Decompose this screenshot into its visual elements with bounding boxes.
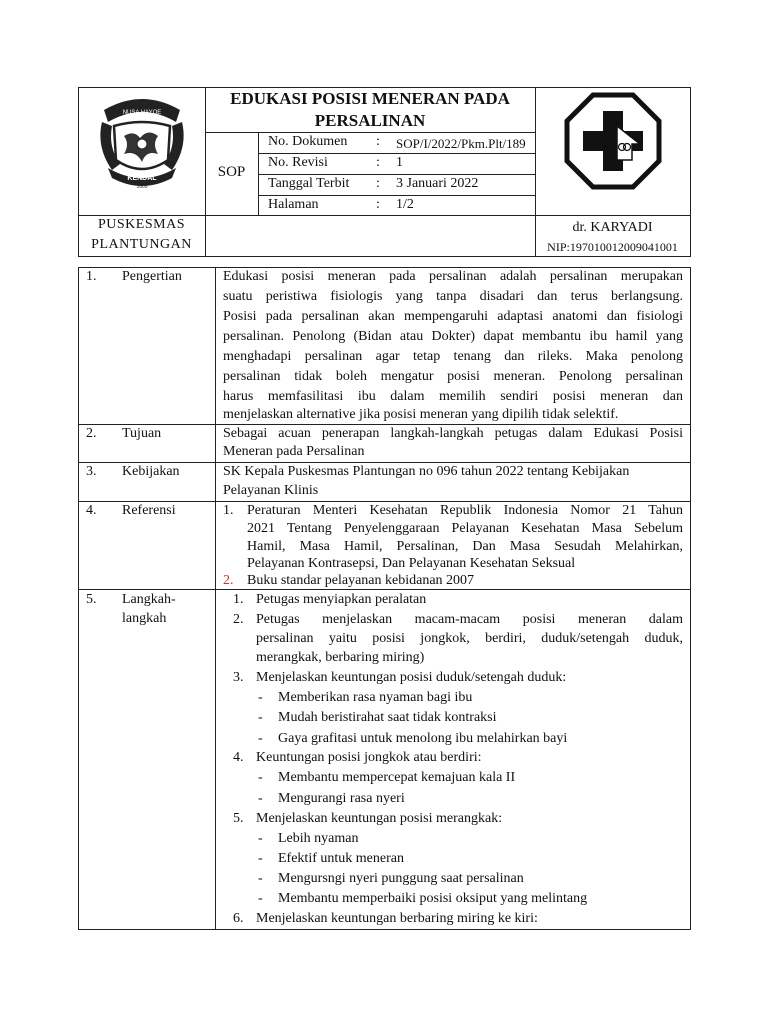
step-text: Petugas menjelaskan macam-macam posisi meneran dalam (256, 612, 683, 627)
referensi-item-number: 2. (223, 573, 234, 588)
bullet-dash: - (258, 710, 263, 725)
logo-top-text: NUSA HAYOE (122, 110, 162, 116)
bullet-text: Mudah beristirahat saat tidak kontraksi (278, 710, 497, 725)
kendal-logo (90, 92, 194, 192)
pengertian-line: Posisi pada persalinan akan mempengaruhi adaptasi anatomi dan fisiologi (223, 309, 683, 324)
bullet-text: Lebih nyaman (278, 831, 359, 846)
signer-name: dr. KARYADI (572, 220, 653, 235)
section-number: 1. (86, 269, 97, 284)
bullet-text: Gaya grafitasi untuk menolong ibu melahirkan bayi (278, 731, 568, 746)
step-number: 4. (233, 750, 244, 765)
section-label-pengertian: Pengertian (122, 269, 182, 284)
referensi-item-number: 1. (223, 503, 234, 518)
pengertian-line: persalinan. Penolong (Bidan atau Dokter) dapat membantu ibu hamil yang (223, 329, 683, 344)
section-label-langkah: Langkah- (122, 592, 176, 607)
bullet-text: Efektif untuk meneran (278, 851, 404, 866)
document-title-line2: PERSALINAN (314, 111, 426, 130)
meta-value-no-revisi: 1 (396, 155, 403, 170)
tujuan-line: Meneran pada Persalinan (223, 444, 365, 459)
referensi-line: 2021 Tentang Penyelenggaraan Pelayanan Kesehatan Masa Sebelum (247, 521, 683, 536)
bullet-text: Mengurangi rasa nyeri (278, 791, 405, 806)
org-name-line2: PLANTUNGAN (91, 237, 192, 252)
section-number: 3. (86, 464, 97, 479)
meta-sep: : (376, 155, 380, 170)
meta-label-no-revisi: No. Revisi (268, 155, 328, 170)
step-text: persalinan yaitu posisi jongkok, berdiri, duduk/setengah duduk, (256, 631, 683, 646)
logo-year-text: 1605 (136, 184, 148, 190)
bullet-dash: - (258, 851, 263, 866)
bullet-dash: - (258, 770, 263, 785)
bullet-dash: - (258, 831, 263, 846)
meta-value-halaman: 1/2 (396, 197, 414, 212)
sop-label: SOP (217, 164, 246, 180)
meta-sep: : (376, 134, 380, 149)
section-number: 2. (86, 426, 97, 441)
section-label-kebijakan: Kebijakan (122, 464, 180, 479)
step-text: Menjelaskan keuntungan berbaring miring ke kiri: (256, 911, 538, 926)
step-number: 2. (233, 612, 244, 627)
section-number: 4. (86, 503, 97, 518)
bullet-dash: - (258, 891, 263, 906)
pengertian-line: menjelaskan alternative jika posisi meneran yang dipilih tidak selektif. (223, 407, 619, 422)
step-text: merangkak, berbaring miring) (256, 650, 425, 665)
section-label-tujuan: Tujuan (122, 426, 162, 441)
bullet-dash: - (258, 791, 263, 806)
step-number: 1. (233, 592, 244, 607)
signer-nip: NIP:197010012009041001 (547, 240, 678, 254)
step-number: 3. (233, 670, 244, 685)
kebijakan-line: SK Kepala Puskesmas Plantungan no 096 tahun 2022 tentang Kebijakan (223, 464, 630, 479)
step-text: Menjelaskan keuntungan posisi merangkak: (256, 811, 503, 826)
bullet-dash: - (258, 731, 263, 746)
bullet-text: Membantu mempercepat kemajuan kala II (278, 770, 516, 785)
step-text: Menjelaskan keuntungan posisi duduk/setengah duduk: (256, 670, 567, 685)
pengertian-line: harus memfasilitasi ibu dalam memilih sendiri posisi meneran dan (223, 389, 683, 404)
step-text: Keuntungan posisi jongkok atau berdiri: (256, 750, 482, 765)
section-number: 5. (86, 592, 97, 607)
pengertian-line: suatu peristiwa fisiologis yang tanpa disadari dan terus berlangsung. (223, 289, 683, 304)
referensi-line: Pelayanan Kontrasepsi, Dan Pelayanan Kesehatan Seksual (247, 556, 576, 571)
meta-value-no-dokumen: SOP/I/2022/Pkm.Plt/189 (396, 136, 526, 151)
tujuan-line: Sebagai acuan penerapan langkah-langkah petugas dalam Edukasi Posisi (223, 426, 683, 441)
meta-label-tanggal-terbit: Tanggal Terbit (268, 176, 350, 191)
section-label-langkah: langkah (122, 611, 167, 626)
step-text: Petugas menyiapkan peralatan (256, 592, 427, 607)
referensi-line: Buku standar pelayanan kebidanan 2007 (247, 573, 475, 588)
bullet-dash: - (258, 871, 263, 886)
meta-label-halaman: Halaman (268, 197, 319, 212)
section-label-referensi: Referensi (122, 503, 176, 518)
bullet-dash: - (258, 690, 263, 705)
pengertian-line: menghadapi persalinan agar tetap tenang dan rileks. Maka penolong (223, 349, 683, 364)
step-number: 5. (233, 811, 244, 826)
kebijakan-line: Pelayanan Klinis (223, 483, 319, 498)
pengertian-line: persalinan tidak boleh mengatur posisi meneran. Penolong persalinan (223, 369, 683, 384)
bullet-text: Memberikan rasa nyaman bagi ibu (278, 690, 473, 705)
referensi-line: Peraturan Menteri Kesehatan Republik Indonesia Nomor 21 Tahun (247, 503, 683, 518)
meta-label-no-dokumen: No. Dokumen (268, 134, 348, 149)
document-title-line1: EDUKASI POSISI MENERAN PADA (230, 89, 510, 108)
pengertian-line: Edukasi posisi meneran pada persalinan adalah persalinan merupakan (223, 269, 683, 284)
logo-bottom-text: KENDAL (127, 175, 157, 182)
bullet-text: Mengursngi nyeri punggung saat persalinan (278, 871, 524, 886)
bullet-text: Membantu memperbaiki posisi oksiput yang melintang (278, 891, 588, 906)
meta-value-tanggal-terbit: 3 Januari 2022 (396, 176, 479, 191)
step-number: 6. (233, 911, 244, 926)
meta-sep: : (376, 176, 380, 191)
referensi-line: Hamil, Masa Hamil, Persalinan, Dan Masa Sesudah Melahirkan, (247, 539, 683, 554)
org-name-line1: PUSKESMAS (98, 217, 185, 232)
meta-sep: : (376, 197, 380, 212)
puskesmas-logo (564, 92, 662, 190)
